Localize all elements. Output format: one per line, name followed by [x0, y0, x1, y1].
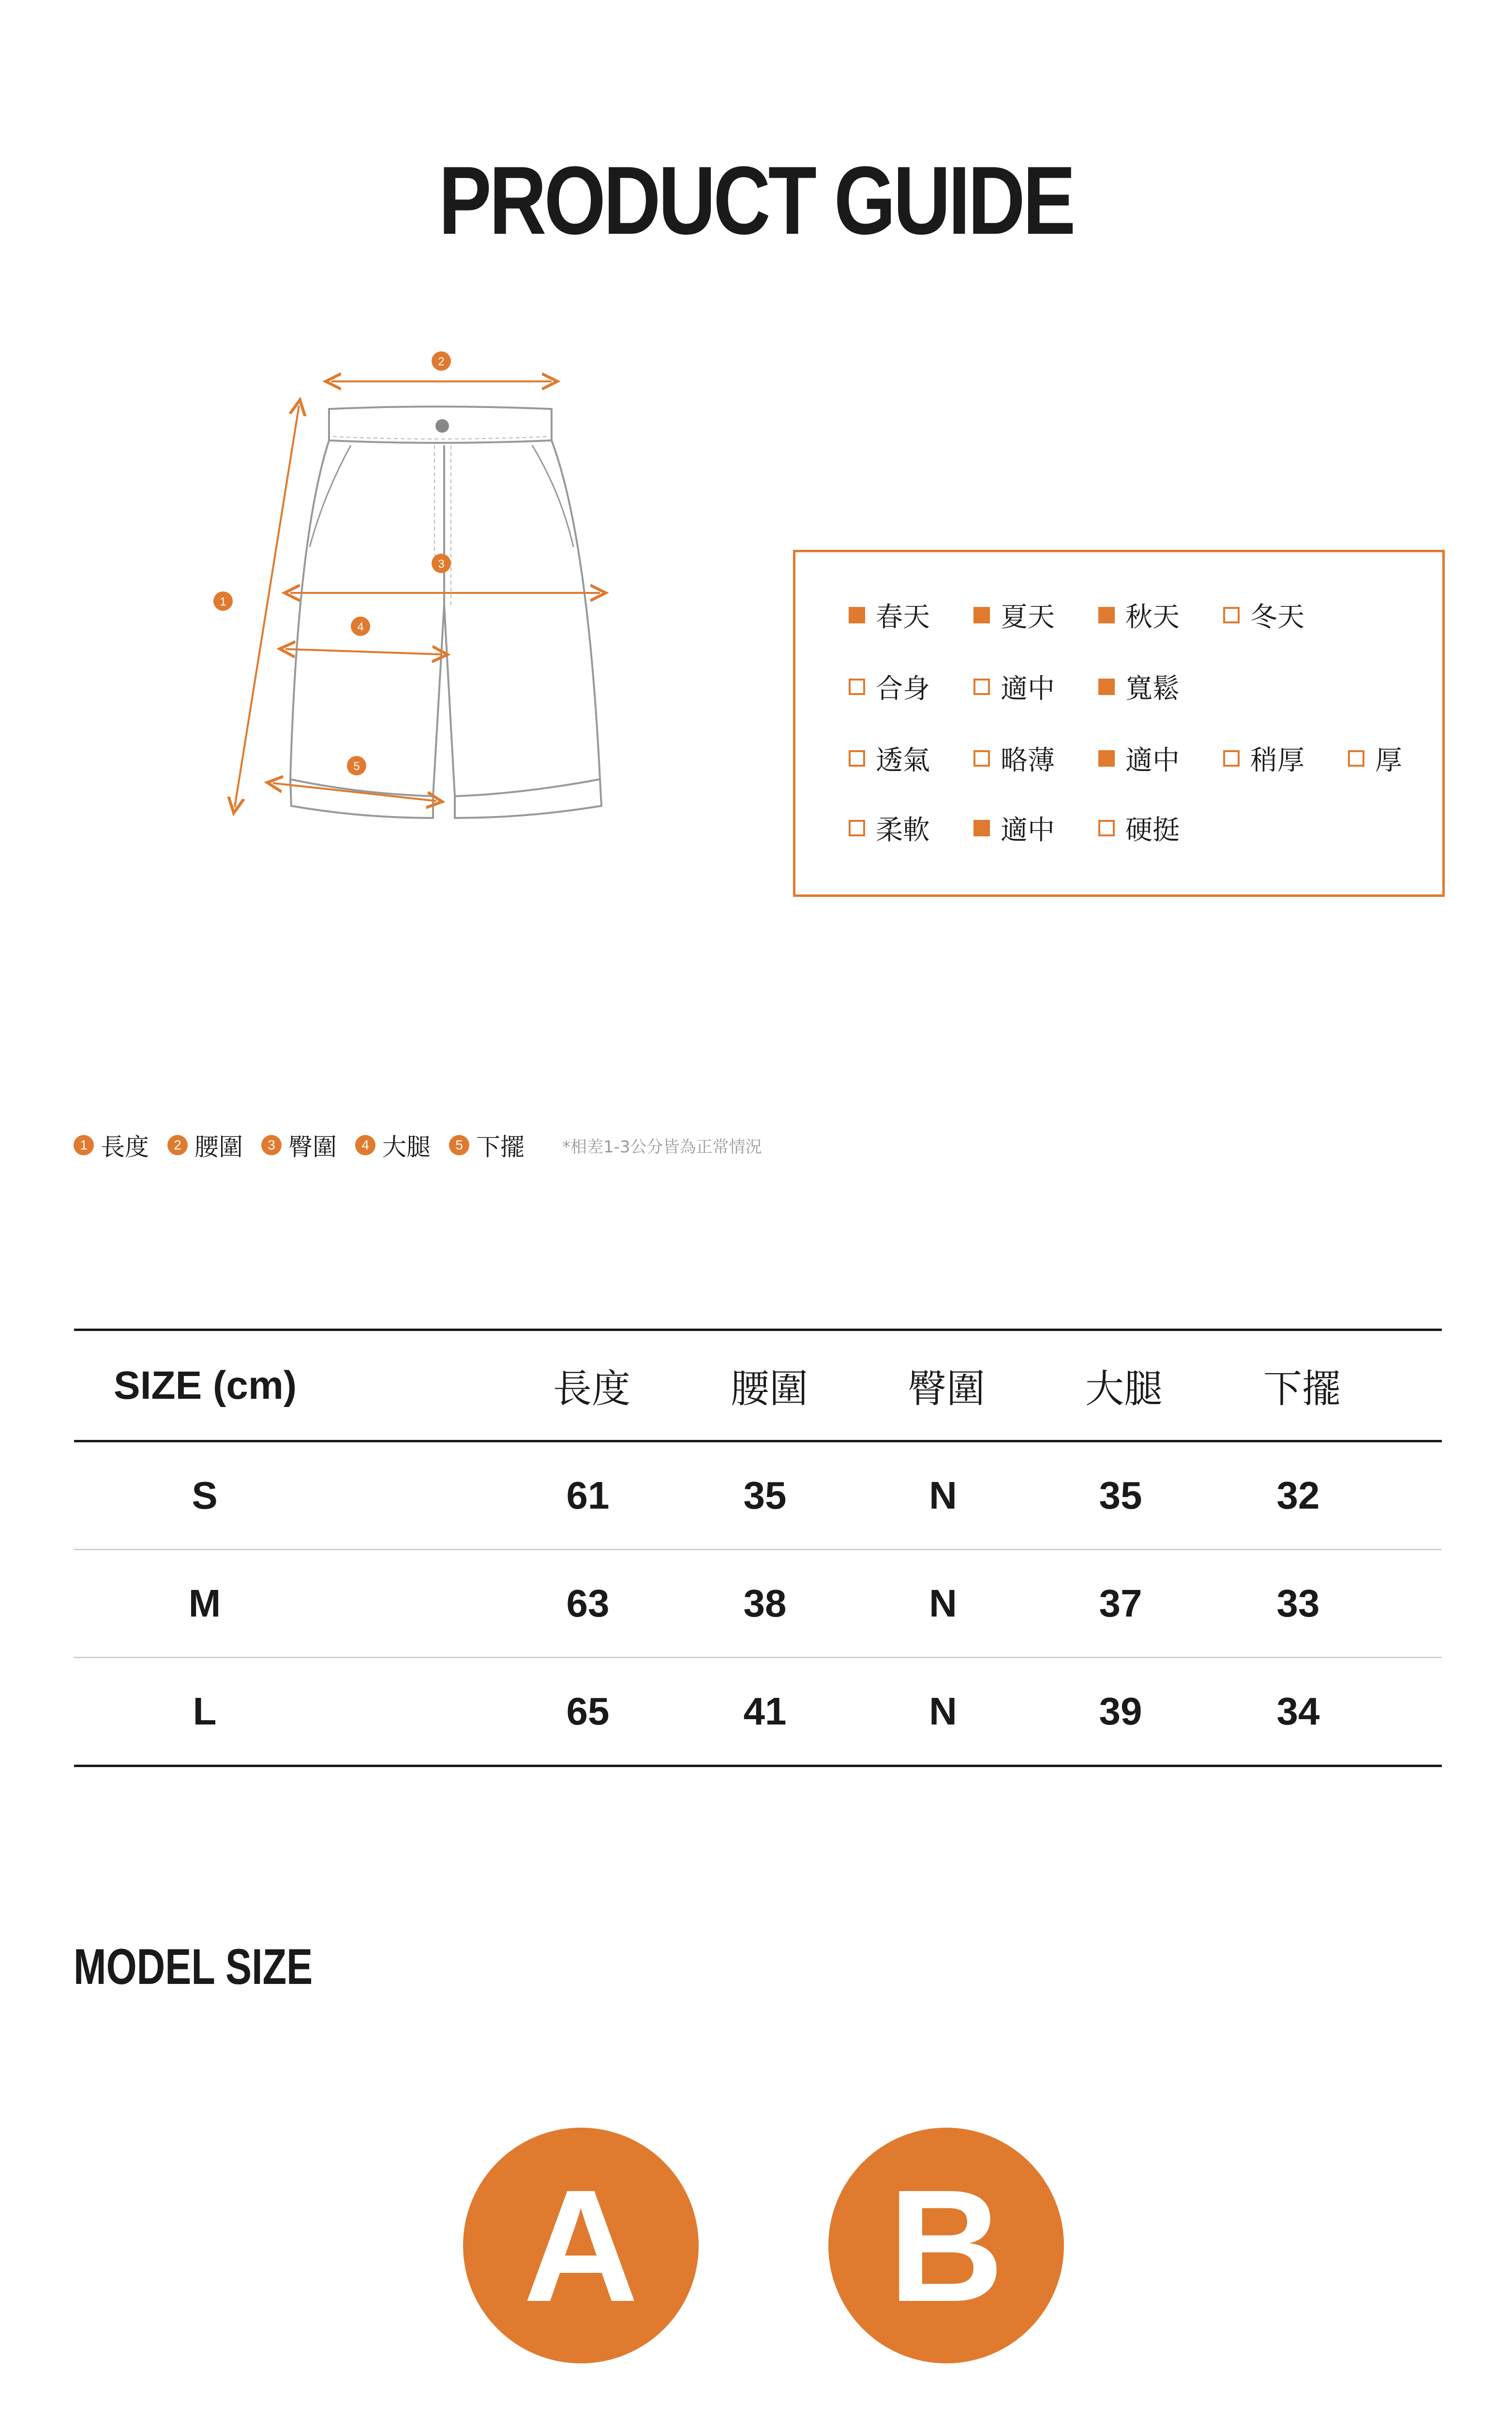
cell-length: 61	[566, 1474, 610, 1517]
cell-size: L	[193, 1690, 217, 1733]
attr-item	[973, 739, 1098, 778]
unchecked-box-icon	[1348, 750, 1364, 767]
attr-label: 略薄	[1001, 745, 1055, 776]
cell-hip: N	[929, 1474, 957, 1517]
model-size-title: MODEL SIZE	[74, 1939, 313, 1995]
marker-3: 3	[438, 558, 445, 571]
header-hip: 臀圍	[908, 1366, 985, 1411]
softness-row	[849, 809, 1223, 847]
table-row	[74, 1658, 1442, 1767]
number-badge: 2	[167, 1135, 188, 1155]
checked-box-icon	[849, 607, 865, 623]
attr-label: 稍厚	[1250, 745, 1304, 776]
cell-thigh: 39	[1099, 1690, 1142, 1733]
attr-item	[973, 809, 1098, 847]
attr-item	[1098, 809, 1223, 847]
shorts-illustration	[213, 334, 648, 847]
legend-label: 腰圍	[195, 1133, 243, 1161]
attr-label: 夏天	[1001, 602, 1055, 633]
attr-item	[849, 809, 973, 847]
cell-hip: N	[929, 1690, 957, 1733]
unchecked-box-icon	[1223, 750, 1240, 767]
unchecked-box-icon	[1098, 820, 1115, 836]
legend-label: 臀圍	[288, 1133, 337, 1161]
legend-label: 大腿	[382, 1133, 431, 1161]
attr-label: 冬天	[1250, 602, 1304, 633]
cell-waist: 35	[743, 1474, 787, 1517]
number-badge: 1	[74, 1135, 94, 1155]
attr-item	[973, 596, 1098, 635]
unchecked-box-icon	[973, 750, 990, 767]
legend-item	[74, 1128, 149, 1163]
cell-thigh: 35	[1099, 1474, 1142, 1517]
legend-label: 下擺	[476, 1133, 524, 1161]
fit-row	[849, 667, 1223, 706]
shorts-diagram	[213, 334, 648, 847]
attr-label: 適中	[1125, 745, 1180, 776]
checked-box-icon	[1098, 607, 1115, 623]
attr-item	[1223, 739, 1348, 778]
tolerance-note: *相差1-3公分皆為正常情況	[562, 1137, 762, 1157]
marker-2: 2	[438, 355, 445, 368]
legend-item	[449, 1128, 524, 1163]
marker-5: 5	[353, 760, 360, 773]
cell-hem: 34	[1276, 1690, 1320, 1733]
legend-label: 長度	[101, 1133, 149, 1161]
model-a-badge: A	[463, 2128, 699, 2363]
attr-label: 透氣	[876, 745, 930, 776]
number-badge: 5	[449, 1135, 469, 1155]
attr-label: 硬挺	[1125, 815, 1180, 846]
measurement-legend	[74, 1128, 762, 1163]
attr-item	[1098, 667, 1223, 706]
cell-thigh: 37	[1099, 1582, 1142, 1625]
checked-box-icon	[973, 607, 990, 623]
attr-item	[973, 667, 1098, 706]
cell-length: 63	[566, 1582, 610, 1625]
attr-item	[849, 596, 973, 635]
model-b-badge: B	[828, 2128, 1064, 2363]
unchecked-box-icon	[1223, 607, 1240, 623]
attr-label: 寬鬆	[1125, 673, 1180, 705]
cell-size: S	[192, 1474, 218, 1517]
cell-hem: 33	[1276, 1582, 1320, 1625]
cell-waist: 38	[743, 1582, 787, 1625]
cell-size: M	[188, 1582, 221, 1625]
number-badge: 4	[355, 1135, 375, 1155]
attr-item	[849, 739, 973, 778]
fabric-attributes-box	[793, 550, 1445, 897]
unchecked-box-icon	[849, 679, 865, 695]
attr-label: 柔軟	[876, 815, 930, 846]
size-table	[74, 1329, 1442, 1767]
attr-label: 春天	[876, 602, 930, 633]
header-waist: 腰圍	[731, 1366, 808, 1411]
attr-item	[1223, 596, 1348, 635]
legend-item	[167, 1128, 243, 1163]
header-hem: 下擺	[1263, 1366, 1341, 1411]
table-row	[74, 1550, 1442, 1658]
attr-label: 適中	[1001, 815, 1055, 846]
attr-item	[849, 667, 973, 706]
thickness-row	[849, 739, 1473, 778]
unchecked-box-icon	[849, 750, 865, 767]
attr-item	[1098, 739, 1223, 778]
checked-box-icon	[1098, 679, 1115, 695]
number-badge: 3	[261, 1135, 282, 1155]
legend-item	[355, 1128, 431, 1163]
attr-label: 適中	[1001, 673, 1055, 705]
header-thigh: 大腿	[1085, 1366, 1163, 1411]
attr-label: 厚	[1375, 745, 1402, 776]
checked-box-icon	[973, 820, 990, 836]
attr-item	[1098, 596, 1223, 635]
cell-waist: 41	[743, 1690, 787, 1733]
marker-4: 4	[357, 620, 364, 634]
season-row	[849, 596, 1348, 635]
cell-length: 65	[566, 1690, 610, 1733]
header-length: 長度	[553, 1366, 630, 1411]
attr-item	[1348, 739, 1473, 778]
unchecked-box-icon	[849, 820, 865, 836]
attr-label: 合身	[876, 673, 930, 705]
cell-hip: N	[929, 1582, 957, 1625]
page-title: PRODUCT GUIDE	[438, 147, 1074, 255]
legend-item	[261, 1128, 337, 1163]
cell-hem: 32	[1276, 1474, 1320, 1517]
attr-label: 秋天	[1125, 602, 1180, 633]
header-size: SIZE (cm)	[114, 1363, 297, 1407]
table-row	[74, 1442, 1442, 1550]
table-header-row	[74, 1329, 1442, 1442]
unchecked-box-icon	[973, 679, 990, 695]
checked-box-icon	[1098, 750, 1115, 767]
marker-1: 1	[220, 595, 226, 608]
